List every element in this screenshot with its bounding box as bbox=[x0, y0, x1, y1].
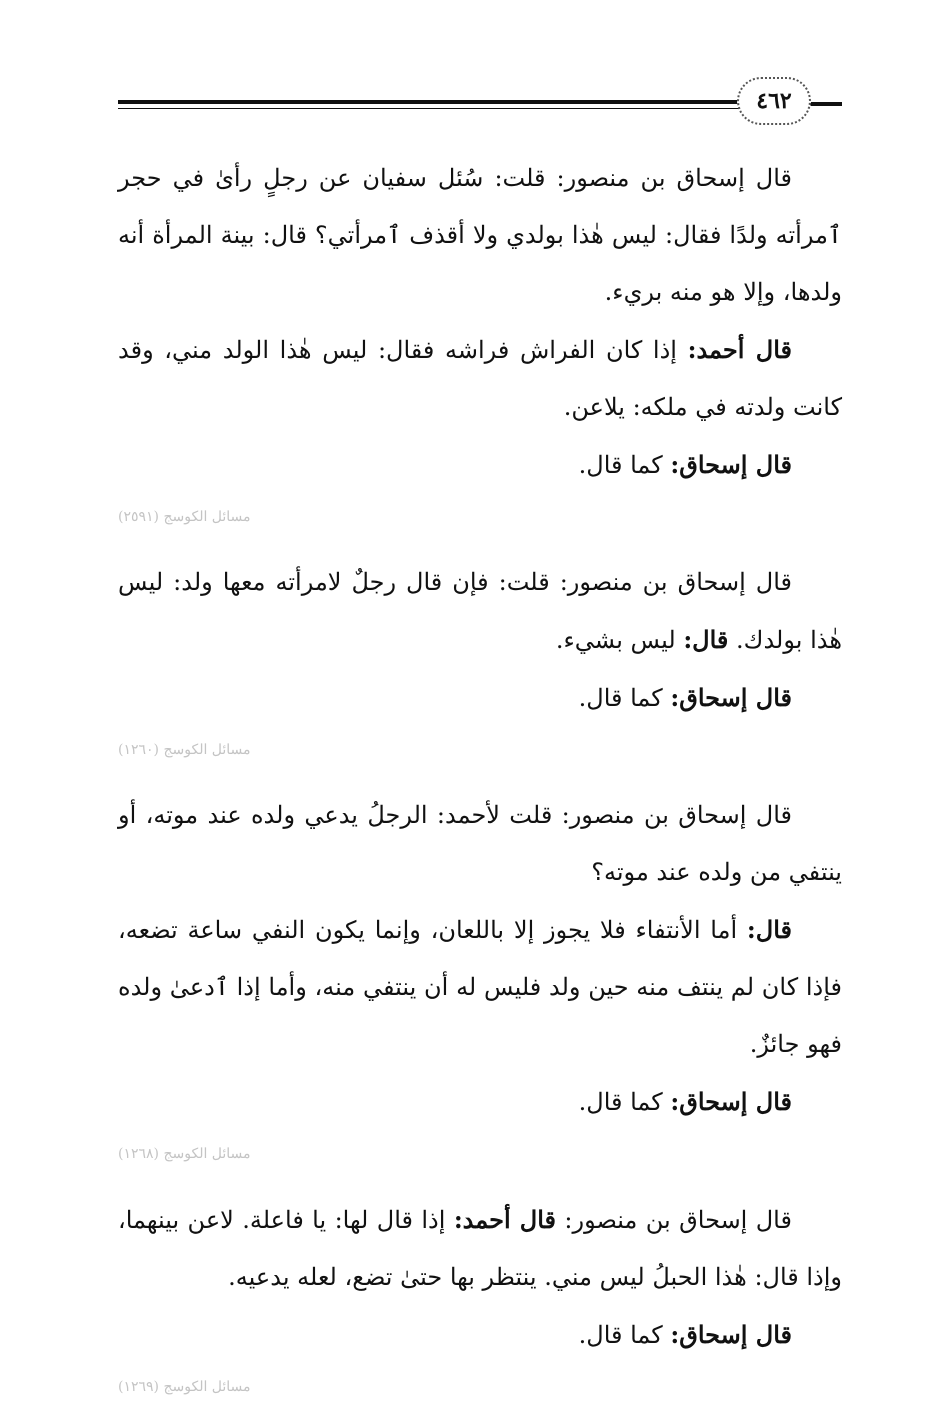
question-paragraph: قال إسحاق بن منصور: قلت: سُئل سفيان عن رجلٍ رأىٰ في حجر ٱمرأته ولدًا فقال: ليس هٰذا بولدي ولا أقذف ٱمرأتي؟ قال: بينة المرأة أنه ولدها، وإلا هو منه بريء. bbox=[118, 164, 842, 306]
ishaq-comment bbox=[118, 669, 842, 727]
ahmad-label: قال أحمد: bbox=[687, 335, 792, 364]
question-text-part1: قال إسحاق بن منصور: bbox=[564, 1206, 792, 1234]
ishaq-comment-text: كما قال. bbox=[578, 1321, 663, 1349]
answer-text: أما الأنتفاء فلا يجوز إلا باللعان، وإنما يكون النفي ساعة تضعه، فإذا كان لم ينتف منه حين ولد فليس له أن ينتفي منه، وأما إذا ٱدعىٰ ولده فهو جائزٌ. bbox=[118, 916, 843, 1058]
ishaq-comment bbox=[118, 1073, 842, 1131]
ishaq-comment-text: كما قال. bbox=[578, 684, 663, 712]
question-paragraph bbox=[118, 1191, 842, 1306]
question-text: قال إسحاق بن منصور: قلت: فإن قال رجلٌ لامرأته معها ولد: ليس هٰذا بولدك. bbox=[118, 568, 842, 654]
source-reference: مسائل الكوسج (١٢٦٠) bbox=[118, 742, 251, 758]
ishaq-label: قال إسحاق: bbox=[670, 450, 792, 479]
ahmad-label: قال أحمد: bbox=[453, 1205, 556, 1234]
answer-label: قال: bbox=[746, 915, 792, 944]
question-text-part2: إذا قال لها: يا فاعلة. لاعن بينهما، وإذا قال: هٰذا الحبلُ ليس مني. ينتظر بها حتىٰ تضع، لعله يدعيه. bbox=[118, 1206, 842, 1291]
answer-label: قال: bbox=[683, 625, 729, 654]
page-body bbox=[118, 150, 842, 1424]
ishaq-comment bbox=[118, 1306, 842, 1364]
ishaq-label: قال إسحاق: bbox=[670, 1320, 792, 1349]
source-reference: مسائل الكوسج (١٢٦٩) bbox=[118, 1379, 251, 1395]
ishaq-label: قال إسحاق: bbox=[670, 683, 792, 712]
answer-text: ليس بشيء. bbox=[555, 626, 676, 654]
ishaq-comment bbox=[118, 436, 842, 494]
answer-paragraph bbox=[118, 901, 842, 1073]
source-reference: مسائل الكوسج (١٢٦٨) bbox=[118, 1146, 251, 1162]
ishaq-comment-text: كما قال. bbox=[578, 451, 663, 479]
ishaq-label: قال إسحاق: bbox=[670, 1087, 792, 1116]
question-paragraph bbox=[118, 554, 842, 669]
page-number: ٤٦٢ bbox=[737, 77, 811, 125]
ishaq-comment-text: كما قال. bbox=[578, 1088, 663, 1116]
source-reference: مسائل الكوسج (٢٥٩١) bbox=[118, 509, 251, 525]
ahmad-answer-text: إذا كان الفراش فراشه فقال: ليس هٰذا الولد مني، وقد كانت ولدته في ملكه: يلاعن. bbox=[118, 336, 842, 421]
question-paragraph: قال إسحاق بن منصور: قلت لأحمد: الرجلُ يدعي ولده عند موته، أو ينتفي من ولده عند موته؟ bbox=[118, 801, 842, 886]
ahmad-answer-paragraph bbox=[118, 321, 842, 436]
header-rule bbox=[118, 100, 746, 109]
